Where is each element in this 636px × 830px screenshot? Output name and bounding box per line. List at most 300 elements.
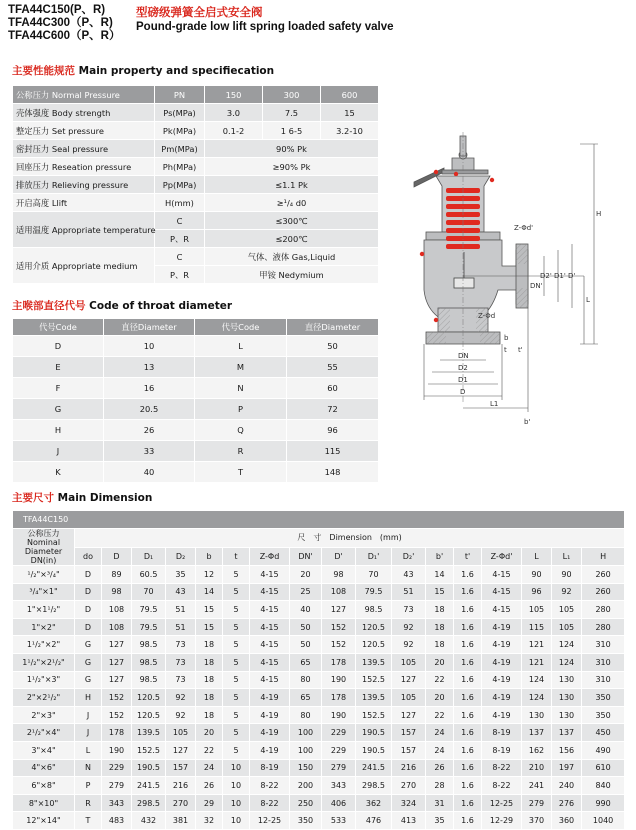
dimension-cell: G	[75, 653, 102, 671]
dimension-cell: 4-19	[250, 706, 290, 724]
throat-row	[13, 357, 379, 378]
dimension-cell: 413	[392, 812, 426, 830]
row-seal-pressure: 密封压力 Seal pressure Pm(MPa) 90% Pk	[13, 140, 379, 158]
dimension-cell: 89	[102, 566, 132, 584]
throat-row	[13, 378, 379, 399]
dimension-cell: 22	[426, 706, 454, 724]
dimension-cell: 51	[166, 601, 196, 619]
dimension-cell: 5	[223, 618, 250, 636]
throat-cell: 60	[287, 378, 379, 399]
nominal-size-cell: 3"×4"	[13, 741, 75, 759]
dimension-cell: 432	[132, 812, 166, 830]
title-chinese: 型磅级弹簧全启式安全阀	[136, 5, 263, 19]
nominal-label-line-2: Nominal	[26, 538, 61, 547]
dimension-cell: 105	[166, 724, 196, 742]
header-600: 600	[321, 86, 379, 104]
dimension-cell: 4-19	[482, 653, 522, 671]
dimension-cell: G	[75, 636, 102, 654]
nominal-size-cell: 1"×2"	[13, 618, 75, 636]
dimension-cell: 26	[426, 759, 454, 777]
dimension-cell: 115	[522, 618, 552, 636]
dimension-cell: 280	[582, 601, 625, 619]
dimension-cell: 40	[290, 601, 322, 619]
dimension-cell: 152	[322, 618, 356, 636]
dimension-cell: 190.5	[356, 724, 392, 742]
dimension-cell: 137	[522, 724, 552, 742]
dimension-cell: 229	[102, 759, 132, 777]
dimension-cell: 240	[552, 777, 582, 795]
dimension-cell: 105	[552, 618, 582, 636]
dimension-cell: 157	[166, 759, 196, 777]
dimension-cell: N	[75, 759, 102, 777]
dimension-cell: 18	[426, 636, 454, 654]
dimension-cell: 4-15	[250, 583, 290, 601]
dimension-column-header: b	[196, 547, 223, 566]
dimension-row	[13, 618, 625, 636]
dimension-cell: R	[75, 794, 102, 812]
dimension-cell: 152.5	[356, 706, 392, 724]
dimension-column-header: H	[582, 547, 625, 566]
dimension-cell: 1.6	[454, 759, 482, 777]
dimension-row	[13, 777, 625, 795]
dimension-cell: 5	[223, 689, 250, 707]
dimension-cell: 4-19	[482, 671, 522, 689]
row-medium-c: 适用介质 Appropriate medium C 气体、液体 Gas,Liquid	[13, 248, 379, 266]
dimension-cell: 137	[552, 724, 582, 742]
dimension-cell: 25	[290, 583, 322, 601]
header-150: 150	[205, 86, 263, 104]
dimension-cell: 270	[166, 794, 196, 812]
dimension-cell: 229	[322, 724, 356, 742]
dimension-cell: 490	[582, 741, 625, 759]
model-label: TFA44C150	[13, 511, 625, 529]
dimension-cell: 35	[166, 566, 196, 584]
dimension-cell: 178	[322, 689, 356, 707]
nominal-label-line-4: DN(in)	[30, 556, 57, 565]
throat-cell: 16	[104, 378, 195, 399]
dimension-cell: 18	[426, 618, 454, 636]
dimension-cell: 1.6	[454, 724, 482, 742]
dimension-cell: 8-19	[482, 741, 522, 759]
dimension-cell: 229	[322, 741, 356, 759]
dimension-cell: 10	[223, 812, 250, 830]
dimension-cell: 178	[322, 653, 356, 671]
dimension-cell: 10	[223, 794, 250, 812]
dimension-cell: 92	[166, 689, 196, 707]
dimension-cell: 98.5	[356, 601, 392, 619]
dim-label-L: L	[586, 296, 590, 304]
dim-label-D2-prime: D2'	[540, 272, 552, 280]
nominal-size-cell: 4"×6"	[13, 759, 75, 777]
dimension-cell: 43	[166, 583, 196, 601]
dimension-cell: 4-15	[482, 566, 522, 584]
dimension-cell: 127	[392, 671, 426, 689]
dimension-cell: 406	[322, 794, 356, 812]
throat-cell: L	[195, 336, 287, 357]
dimension-cell: 190	[322, 671, 356, 689]
dim-label-t-prime: t'	[518, 346, 523, 354]
dimension-cell: 4-19	[482, 636, 522, 654]
dimension-cell: 139.5	[356, 653, 392, 671]
dimension-cell: 130	[552, 689, 582, 707]
dimension-cell: 43	[392, 566, 426, 584]
dimension-cell: H	[75, 689, 102, 707]
dimension-column-header: Z-Φd'	[482, 547, 522, 566]
dimension-cell: 190	[102, 741, 132, 759]
dimension-cell: 98	[102, 583, 132, 601]
dimension-cell: 152.5	[132, 741, 166, 759]
dimension-cell: 4-15	[482, 583, 522, 601]
dimension-cell: 4-19	[482, 706, 522, 724]
dimension-cell: L	[75, 741, 102, 759]
dimension-cell: 28	[426, 777, 454, 795]
dim-label-b-prime: b'	[524, 418, 531, 426]
section-title-throat: 主喉部直径代号 Code of throat diameter	[12, 300, 233, 312]
property-header-row	[13, 86, 379, 104]
dimension-cell: 156	[552, 741, 582, 759]
dimension-cell: 24	[426, 741, 454, 759]
dimension-column-header: D'	[322, 547, 356, 566]
throat-cell: 13	[104, 357, 195, 378]
throat-cell: 148	[287, 462, 379, 483]
dimension-cell: 241	[522, 777, 552, 795]
property-table	[12, 85, 379, 284]
dimension-cell: 4-19	[482, 618, 522, 636]
dimension-row	[13, 741, 625, 759]
dimension-cell: 80	[290, 706, 322, 724]
dimension-cell: 15	[196, 601, 223, 619]
row-medium-pr: P、R 甲铵 Nedymium	[13, 266, 379, 284]
dimension-cell: 162	[522, 741, 552, 759]
dimension-cell: 1.6	[454, 794, 482, 812]
nominal-size-cell: 1"×1¹/₂"	[13, 601, 75, 619]
dimension-cell: 4-15	[250, 618, 290, 636]
dimension-cell: 190.5	[132, 759, 166, 777]
dimension-cell: 4-15	[250, 671, 290, 689]
dimension-cell: 12	[196, 566, 223, 584]
dim-label-L1: L1	[490, 400, 499, 408]
dimension-cell: 190.5	[356, 741, 392, 759]
dim-label-DN: DN	[458, 352, 469, 360]
dimension-cell: 260	[582, 566, 625, 584]
dimension-cell: 73	[166, 671, 196, 689]
throat-cell: T	[195, 462, 287, 483]
dimension-cell: 4-15	[250, 566, 290, 584]
dimension-cell: 241.5	[356, 759, 392, 777]
dimension-cell: 4-15	[250, 653, 290, 671]
dimension-cell: 105	[522, 601, 552, 619]
dimension-cell: 50	[290, 618, 322, 636]
throat-cell: R	[195, 441, 287, 462]
dimension-cell: 360	[552, 812, 582, 830]
dimension-cell: 350	[290, 812, 322, 830]
throat-cell: 40	[104, 462, 195, 483]
dimension-row	[13, 601, 625, 619]
title-english: Pound-grade low lift spring loaded safety valve	[136, 21, 394, 33]
dimension-cell: 127	[102, 671, 132, 689]
dimension-cell: 124	[552, 653, 582, 671]
dim-label-D: D	[460, 388, 466, 396]
dimension-cell: G	[75, 671, 102, 689]
dimension-cell: J	[75, 706, 102, 724]
dimension-cell: 20	[290, 566, 322, 584]
dimension-cell: 210	[522, 759, 552, 777]
dimension-row	[13, 706, 625, 724]
dimension-cell: 92	[392, 636, 426, 654]
dimension-row	[13, 671, 625, 689]
throat-cell: Q	[195, 420, 287, 441]
dimension-cell: 450	[582, 724, 625, 742]
dimension-cell: 5	[223, 636, 250, 654]
throat-cell: P	[195, 399, 287, 420]
dimension-cell: 1.6	[454, 653, 482, 671]
dimension-row	[13, 689, 625, 707]
dimension-cell: 4-15	[250, 636, 290, 654]
dimension-cell: 840	[582, 777, 625, 795]
dimension-cell: 350	[582, 689, 625, 707]
dimension-cell: 4-19	[482, 689, 522, 707]
dimension-cell: 139.5	[356, 689, 392, 707]
dimension-column-header: t'	[454, 547, 482, 566]
dimension-cell: 32	[196, 812, 223, 830]
dimension-cell: 381	[166, 812, 196, 830]
dimension-cell: 12-25	[250, 812, 290, 830]
dimension-cell: 152	[102, 689, 132, 707]
throat-cell: 96	[287, 420, 379, 441]
dimension-cell: 124	[522, 689, 552, 707]
dimension-cell: 20	[426, 653, 454, 671]
throat-cell: 10	[104, 336, 195, 357]
dimension-cell: 20	[426, 689, 454, 707]
dimension-column-header: L	[522, 547, 552, 566]
model-150: TFA44C150(P、R)	[8, 4, 106, 16]
row-reseation-pressure: 回座压力 Reseation pressure Ph(MPa) ≥90% Pk	[13, 158, 379, 176]
dimension-cell: 14	[426, 566, 454, 584]
throat-cell: 26	[104, 420, 195, 441]
dimension-column-header: D₁	[132, 547, 166, 566]
dimension-cell: D	[75, 618, 102, 636]
dimension-cell: 298.5	[356, 777, 392, 795]
section-title-dimension: 主要尺寸 Main Dimension	[12, 492, 153, 504]
dimension-cell: 190	[322, 706, 356, 724]
dimension-row	[13, 812, 625, 830]
throat-cell: 20.5	[104, 399, 195, 420]
dimension-cell: 1.6	[454, 636, 482, 654]
dimension-cell: 35	[426, 812, 454, 830]
dimension-cell: 8-19	[250, 759, 290, 777]
dimension-cell: 5	[223, 706, 250, 724]
throat-cell: 72	[287, 399, 379, 420]
dimension-cell: 1.6	[454, 689, 482, 707]
row-lift: 开启高度 Llift H(mm) ≥¹/₄ d0	[13, 194, 379, 212]
dimension-cell: 18	[196, 706, 223, 724]
nominal-size-cell: 2"×3"	[13, 706, 75, 724]
dimension-cell: 343	[102, 794, 132, 812]
dimension-cell: 18	[196, 671, 223, 689]
dimension-cell: 96	[522, 583, 552, 601]
dimension-column-header: t	[223, 547, 250, 566]
nominal-size-cell: 8"×10"	[13, 794, 75, 812]
dimension-cell: 1.6	[454, 777, 482, 795]
dimension-cell: 121	[522, 636, 552, 654]
row-set-pressure: 整定压力 Set pressure Pk(MPa) 0.1-2 1 6-5 3.2-10	[13, 122, 379, 140]
dimension-cell: 98.5	[132, 636, 166, 654]
throat-header-row: 代号Code 直径Diameter 代号Code 直径Diameter	[13, 319, 379, 336]
dimension-row	[13, 583, 625, 601]
dimension-cell: 1040	[582, 812, 625, 830]
dimension-cell: 279	[102, 777, 132, 795]
dimension-cell: 100	[290, 724, 322, 742]
throat-cell: F	[13, 378, 104, 399]
dimension-cell: 1.6	[454, 812, 482, 830]
dimension-cell: 4-19	[250, 741, 290, 759]
valve-drawing	[384, 132, 628, 432]
dimension-cell: 127	[322, 601, 356, 619]
dimension-cell: 121	[522, 653, 552, 671]
dimension-cell: D	[75, 566, 102, 584]
dimension-cell: 279	[522, 794, 552, 812]
throat-cell: E	[13, 357, 104, 378]
section-title-property: 主要性能规范 Main property and specifiecation	[12, 65, 275, 77]
dimension-cell: 130	[522, 706, 552, 724]
dimension-cell: 15	[196, 618, 223, 636]
nominal-size-cell: 1¹/₂"×2¹/₂"	[13, 653, 75, 671]
dimension-cell: 200	[290, 777, 322, 795]
nominal-size-cell: 2¹/₂"×4"	[13, 724, 75, 742]
model-600: TFA44C600（P、R）	[8, 30, 121, 42]
nominal-label-line-1: 公称压力	[27, 529, 60, 538]
dimension-column-header: D₁'	[356, 547, 392, 566]
throat-row	[13, 462, 379, 483]
throat-cell: 33	[104, 441, 195, 462]
dim-label-H: H	[596, 210, 602, 218]
nominal-size-cell: 12"×14"	[13, 812, 75, 830]
dimension-row	[13, 794, 625, 812]
dimension-row	[13, 759, 625, 777]
dimension-cell: 350	[582, 706, 625, 724]
dimension-cell: 5	[223, 583, 250, 601]
dimension-cell: 31	[426, 794, 454, 812]
throat-cell: D	[13, 336, 104, 357]
dimension-label-row	[13, 529, 625, 548]
dimension-cell: 50	[290, 636, 322, 654]
dimension-cell: 10	[223, 759, 250, 777]
dimension-cell: 51	[166, 618, 196, 636]
header-normal-pressure: 公称压力 Normal Pressure	[13, 86, 155, 104]
dimension-cell: 105	[392, 689, 426, 707]
row-relieving-pressure: 排放压力 Relieving pressure Pp(MPa) ≤1.1 Pk	[13, 176, 379, 194]
dimension-cell: 197	[552, 759, 582, 777]
dimension-cell: 216	[392, 759, 426, 777]
dimension-cell: 24	[426, 724, 454, 742]
dimension-cell: 4-15	[250, 601, 290, 619]
dimension-column-header: L₁	[552, 547, 582, 566]
dimension-cell: 18	[196, 689, 223, 707]
dimension-cell: 92	[392, 618, 426, 636]
dimension-cell: 73	[392, 601, 426, 619]
dimension-cell: 80	[290, 671, 322, 689]
nominal-size-cell: 2"×2¹/₂"	[13, 689, 75, 707]
nominal-size-cell: ¹/₂"×³/₄"	[13, 566, 75, 584]
dimension-cell: 1.6	[454, 583, 482, 601]
nominal-diameter-label	[13, 529, 75, 566]
throat-cell: N	[195, 378, 287, 399]
dimension-cell: 8-19	[482, 724, 522, 742]
dimension-cell: 1.6	[454, 706, 482, 724]
row-temperature-pr: P、R ≤200℃	[13, 230, 379, 248]
dimension-cell: 483	[102, 812, 132, 830]
dimension-cell: 90	[552, 566, 582, 584]
dimension-cell: 108	[102, 601, 132, 619]
dimension-cell: 29	[196, 794, 223, 812]
dimension-cell: 14	[196, 583, 223, 601]
dimension-cell: 26	[196, 777, 223, 795]
dimension-cell: 90	[522, 566, 552, 584]
dimension-cell: 51	[392, 583, 426, 601]
dimension-cell: 178	[102, 724, 132, 742]
dimension-column-header: b'	[426, 547, 454, 566]
dimension-cell: 280	[582, 618, 625, 636]
dimension-cell: 5	[223, 741, 250, 759]
dim-label-D2: D2	[458, 364, 468, 372]
dimension-cell: 18	[196, 636, 223, 654]
dim-label-Zd-prime: Z-Φd'	[514, 224, 534, 232]
dimension-row	[13, 566, 625, 584]
throat-cell: 115	[287, 441, 379, 462]
dimension-cell: 260	[582, 583, 625, 601]
dimension-cell: 8-22	[250, 777, 290, 795]
dimension-cell: J	[75, 724, 102, 742]
dimension-cell: 152	[102, 706, 132, 724]
dim-label-Zd: Z-Φd	[478, 312, 496, 320]
dimension-cell: 127	[392, 706, 426, 724]
dimension-cell: 120.5	[356, 636, 392, 654]
throat-table	[12, 318, 379, 483]
dimension-cell: 610	[582, 759, 625, 777]
dimension-row	[13, 653, 625, 671]
dimension-cell: 70	[132, 583, 166, 601]
dimension-cell: 92	[552, 583, 582, 601]
dimension-cell: 12-29	[482, 812, 522, 830]
dimension-cell: 73	[166, 653, 196, 671]
dimension-cell: P	[75, 777, 102, 795]
page-header	[8, 4, 628, 50]
dimension-cell: 1.6	[454, 601, 482, 619]
dimension-cell: 120.5	[356, 618, 392, 636]
dimension-column-header: D₂'	[392, 547, 426, 566]
dimension-cell: D	[75, 601, 102, 619]
dimension-cell: 1.6	[454, 566, 482, 584]
dimension-cell: 362	[356, 794, 392, 812]
dimension-column-header: do	[75, 547, 102, 566]
dimension-column-header: DN'	[290, 547, 322, 566]
dimension-cell: 476	[356, 812, 392, 830]
dimension-cell: 120.5	[132, 689, 166, 707]
dimension-cell: 1.6	[454, 671, 482, 689]
dimension-cell: 157	[392, 741, 426, 759]
row-body-strength: 壳体强度 Body strength Ps(MPa) 3.0 7.5 15	[13, 104, 379, 122]
row-temperature-c: 适用温度 Appropriate temperature C ≤300℃	[13, 212, 379, 230]
nominal-size-cell: 6"×8"	[13, 777, 75, 795]
dimension-cell: 270	[392, 777, 426, 795]
dimension-label: 尺 寸 Dimension (mm)	[75, 529, 625, 548]
dimension-cell: 79.5	[132, 601, 166, 619]
throat-row	[13, 336, 379, 357]
dimension-column-header: D	[102, 547, 132, 566]
dimension-row	[13, 724, 625, 742]
dimension-cell: 18	[426, 601, 454, 619]
dimension-cell: 10	[223, 777, 250, 795]
